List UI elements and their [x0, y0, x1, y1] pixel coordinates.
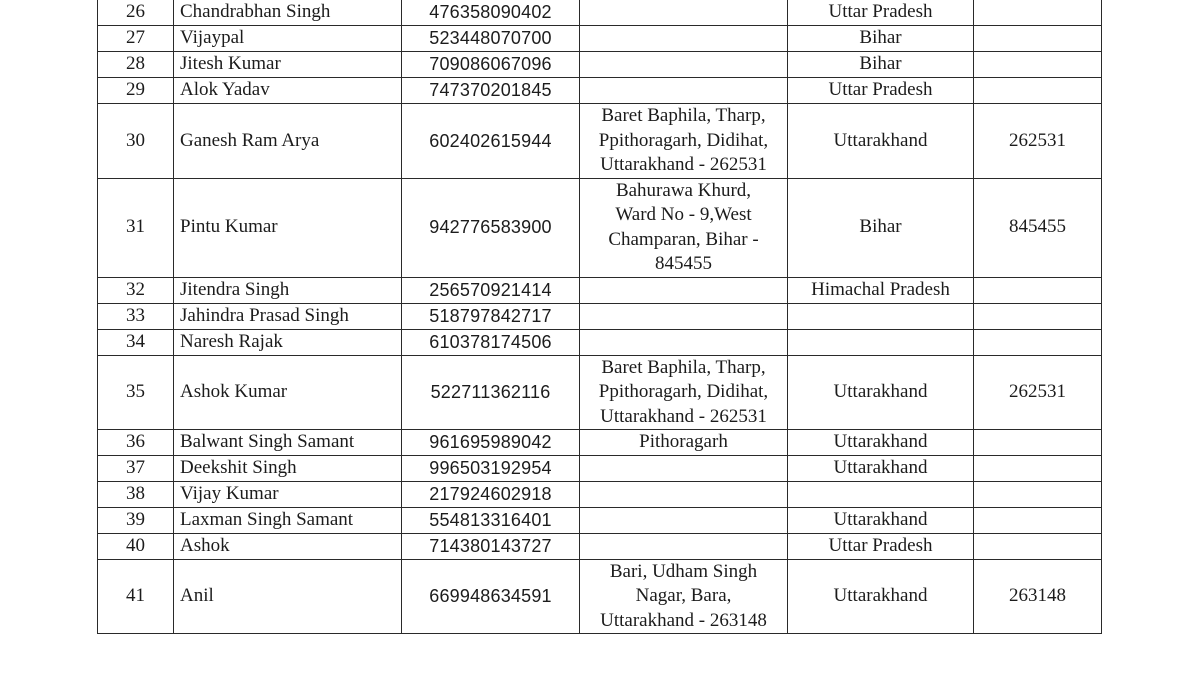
address-line: Baret Baphila, Tharp, [601, 105, 766, 126]
state-cell [788, 303, 974, 329]
name-cell: Deekshit Singh [174, 455, 402, 481]
table-row [98, 303, 1102, 329]
state-cell [788, 329, 974, 355]
table-row [98, 559, 1102, 634]
table-row [98, 104, 1102, 179]
serial-number-cell: 38 [98, 481, 174, 507]
aadhaar-number-cell: 554813316401 [402, 507, 580, 533]
address-line: Baret Baphila, Tharp, [601, 356, 766, 378]
state-cell: Uttarakhand [788, 430, 974, 456]
address-line: Ppithoragarh, Didihat, [598, 129, 769, 151]
address-cell [580, 559, 788, 634]
aadhaar-number-cell: 522711362116 [402, 355, 580, 430]
state-cell: Uttarakhand [788, 104, 974, 179]
table-row [98, 26, 1102, 52]
state-cell: Uttar Pradesh [788, 533, 974, 559]
name-cell: Alok Yadav [174, 78, 402, 104]
address-cell [580, 303, 788, 329]
name-cell: Jitendra Singh [174, 277, 402, 303]
serial-number-cell: 32 [98, 277, 174, 303]
roster-table-body [98, 0, 1102, 634]
name-cell: Pintu Kumar [174, 178, 402, 277]
serial-number-cell: 41 [98, 559, 174, 634]
state-cell: Bihar [788, 52, 974, 78]
table-row [98, 0, 1102, 26]
serial-number-cell: 35 [98, 355, 174, 430]
pincode-cell [974, 481, 1102, 507]
state-cell: Uttarakhand [788, 455, 974, 481]
roster-table [97, 0, 1102, 634]
pincode-cell [974, 0, 1102, 26]
state-cell: Uttar Pradesh [788, 78, 974, 104]
serial-number-cell: 34 [98, 329, 174, 355]
name-cell: Chandrabhan Singh [174, 0, 402, 26]
aadhaar-number-cell: 747370201845 [402, 78, 580, 104]
aadhaar-number-cell: 961695989042 [402, 430, 580, 456]
aadhaar-number-cell: 942776583900 [402, 178, 580, 277]
pincode-cell: 845455 [974, 178, 1102, 277]
pincode-cell [974, 329, 1102, 355]
address-cell [580, 533, 788, 559]
name-cell: Jitesh Kumar [174, 52, 402, 78]
address-line: Ward No - 9,West [615, 204, 752, 225]
serial-number-cell: 31 [98, 178, 174, 277]
pincode-cell: 263148 [974, 559, 1102, 634]
address-line: Uttarakhand - 262531 [600, 154, 767, 175]
address-line: Ppithoragarh, Didihat, [598, 381, 769, 402]
aadhaar-number-cell: 709086067096 [402, 52, 580, 78]
address-line: Uttarakhand - 263148 [600, 609, 767, 631]
serial-number-cell: 39 [98, 507, 174, 533]
address-line: Pithoragarh [639, 431, 728, 452]
table-row [98, 52, 1102, 78]
serial-number-cell: 26 [98, 0, 174, 26]
address-line: Nagar, Bara, [635, 585, 732, 606]
name-cell: Balwant Singh Samant [174, 430, 402, 456]
address-cell [580, 277, 788, 303]
address-cell [580, 329, 788, 355]
pincode-cell [974, 455, 1102, 481]
address-cell [580, 104, 788, 179]
table-row [98, 481, 1102, 507]
table-row [98, 329, 1102, 355]
aadhaar-number-cell: 523448070700 [402, 26, 580, 52]
name-cell: Ashok Kumar [174, 355, 402, 430]
pincode-cell [974, 78, 1102, 104]
address-cell [580, 0, 788, 26]
table-row [98, 178, 1102, 277]
table-row [98, 455, 1102, 481]
name-cell: Ganesh Ram Arya [174, 104, 402, 179]
aadhaar-number-cell: 610378174506 [402, 329, 580, 355]
name-cell: Vijay Kumar [174, 481, 402, 507]
name-cell: Vijaypal [174, 26, 402, 52]
table-row [98, 355, 1102, 430]
serial-number-cell: 30 [98, 104, 174, 179]
table-row [98, 430, 1102, 456]
address-line: Uttarakhand - 262531 [600, 405, 767, 427]
pincode-cell [974, 26, 1102, 52]
serial-number-cell: 37 [98, 455, 174, 481]
state-cell: Uttarakhand [788, 355, 974, 430]
state-cell: Uttar Pradesh [788, 0, 974, 26]
address-line: Bari, Udham Singh [609, 560, 758, 582]
address-cell [580, 481, 788, 507]
aadhaar-number-cell: 256570921414 [402, 277, 580, 303]
table-row [98, 78, 1102, 104]
state-cell [788, 481, 974, 507]
serial-number-cell: 29 [98, 78, 174, 104]
address-cell [580, 178, 788, 277]
address-line: Champaran, Bihar - [608, 228, 759, 250]
address-cell [580, 26, 788, 52]
pincode-cell [974, 533, 1102, 559]
name-cell: Naresh Rajak [174, 329, 402, 355]
state-cell: Uttarakhand [788, 507, 974, 533]
address-cell [580, 78, 788, 104]
serial-number-cell: 33 [98, 303, 174, 329]
serial-number-cell: 40 [98, 533, 174, 559]
pincode-cell [974, 52, 1102, 78]
aadhaar-number-cell: 996503192954 [402, 455, 580, 481]
pincode-cell [974, 507, 1102, 533]
serial-number-cell: 27 [98, 26, 174, 52]
aadhaar-number-cell: 669948634591 [402, 559, 580, 634]
address-cell [580, 355, 788, 430]
aadhaar-number-cell: 518797842717 [402, 303, 580, 329]
pincode-cell: 262531 [974, 355, 1102, 430]
state-cell: Himachal Pradesh [788, 277, 974, 303]
pincode-cell [974, 303, 1102, 329]
table-row [98, 507, 1102, 533]
aadhaar-number-cell: 476358090402 [402, 0, 580, 26]
address-cell [580, 52, 788, 78]
aadhaar-number-cell: 714380143727 [402, 533, 580, 559]
address-line: 845455 [655, 253, 712, 274]
table-row [98, 277, 1102, 303]
serial-number-cell: 28 [98, 52, 174, 78]
name-cell: Ashok [174, 533, 402, 559]
address-cell [580, 430, 788, 456]
name-cell: Laxman Singh Samant [174, 507, 402, 533]
address-cell [580, 507, 788, 533]
pincode-cell [974, 277, 1102, 303]
pincode-cell: 262531 [974, 104, 1102, 179]
state-cell: Bihar [788, 178, 974, 277]
name-cell: Jahindra Prasad Singh [174, 303, 402, 329]
serial-number-cell: 36 [98, 430, 174, 456]
aadhaar-number-cell: 602402615944 [402, 104, 580, 179]
aadhaar-number-cell: 217924602918 [402, 481, 580, 507]
name-cell: Anil [174, 559, 402, 634]
state-cell: Uttarakhand [788, 559, 974, 634]
pincode-cell [974, 430, 1102, 456]
address-line: Bahurawa Khurd, [615, 179, 752, 201]
table-row [98, 533, 1102, 559]
state-cell: Bihar [788, 26, 974, 52]
address-cell [580, 455, 788, 481]
